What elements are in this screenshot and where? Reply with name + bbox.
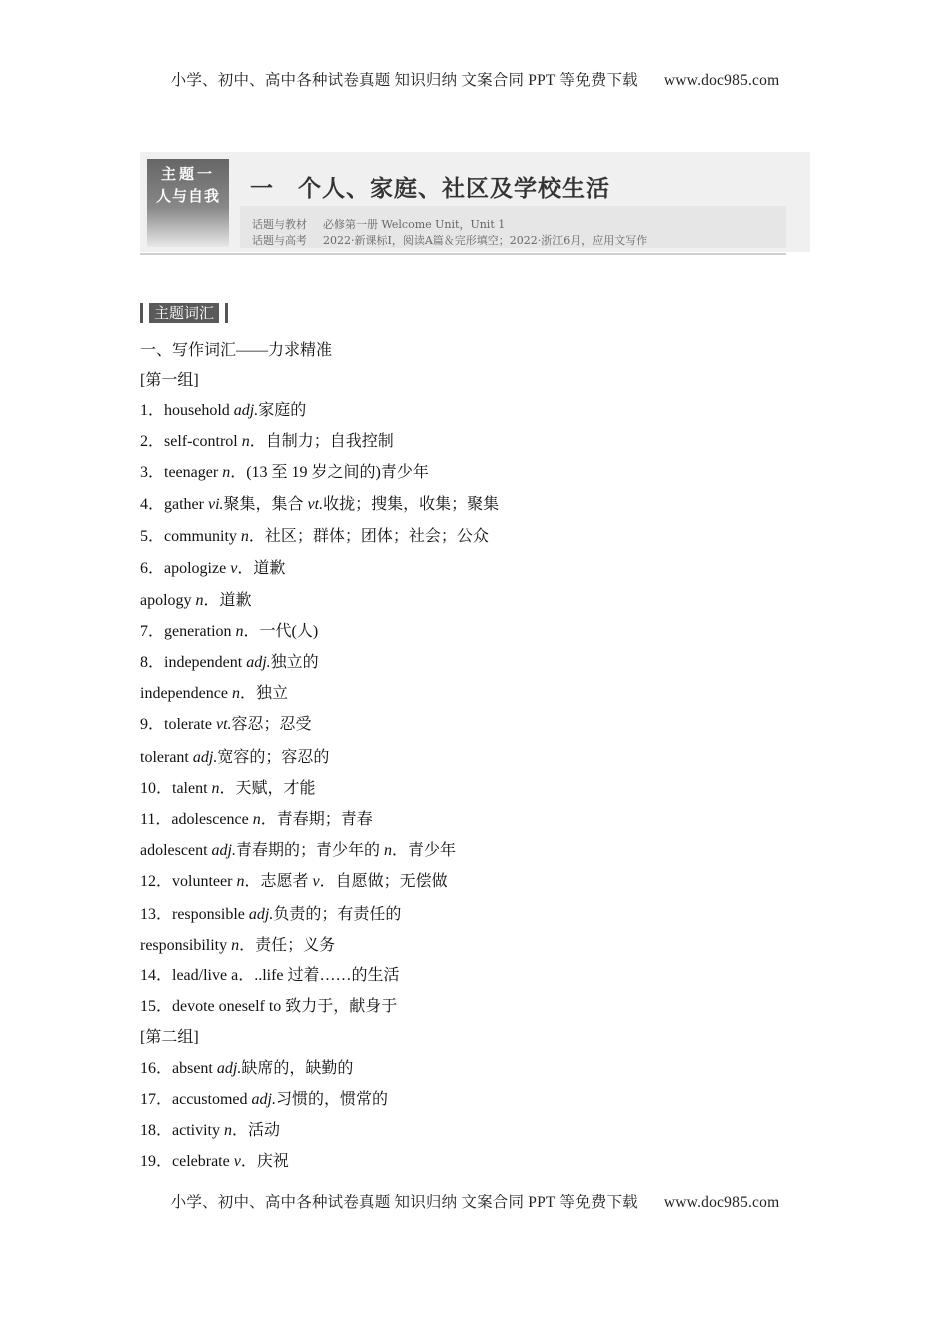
vocab-text: ．道歉 — [237, 560, 286, 577]
vocab-line — [140, 779, 316, 799]
part-of-speech: adj. — [248, 906, 274, 923]
vocab-line — [140, 841, 456, 861]
part-of-speech: n — [236, 873, 245, 890]
vocab-text: 负责的；有责任的 — [273, 906, 402, 923]
vocab-text: ．志愿者 — [244, 873, 313, 890]
page-footer — [0, 1190, 950, 1212]
part-of-speech: n — [224, 1122, 232, 1139]
part-of-speech: vt. — [215, 716, 232, 733]
vocab-text: ．活动 — [232, 1122, 281, 1139]
vocab-text: responsibility — [140, 937, 232, 954]
vocab-text: 9．tolerate — [140, 716, 216, 733]
header-site: www.doc985.com — [663, 72, 780, 89]
vocab-text: 8．independent — [140, 654, 247, 671]
header-text: 小学、初中、高中各种试卷真题 知识归纳 文案合同 PPT 等免费下载 — [170, 72, 638, 89]
vocab-text: 15．devote oneself to 致力于，献身于 — [140, 998, 398, 1015]
vocab-line — [140, 997, 397, 1017]
vocab-text: independence — [140, 685, 232, 702]
part-of-speech: n — [231, 685, 240, 702]
part-of-speech: v — [230, 560, 238, 577]
vocab-text: [第二组] — [140, 1029, 199, 1046]
vocab-text: 14．lead/live a．..life 过着……的生活 — [140, 967, 400, 984]
badge-line2: 人与自我 — [155, 187, 220, 205]
vocab-text: 4．gather — [140, 496, 208, 513]
meta-key: 话题与高考 — [252, 234, 307, 247]
vocab-line — [140, 748, 329, 768]
vocab-line — [140, 341, 332, 361]
vocab-line — [140, 495, 499, 515]
vocab-text: 19．celebrate — [140, 1153, 234, 1170]
vocab-text: ．青春期；青春 — [260, 811, 373, 828]
vocab-text: 10．talent — [140, 780, 212, 797]
vocab-line — [140, 684, 288, 704]
vocab-text: 2．self-control — [140, 433, 242, 450]
vocab-text: 青春期的；青少年的 — [235, 842, 384, 859]
vocab-text: 11．adolescence — [140, 811, 253, 828]
part-of-speech: n — [241, 433, 250, 450]
vocab-line — [140, 1028, 199, 1048]
vocab-line — [140, 966, 400, 986]
part-of-speech: n — [222, 464, 231, 481]
part-of-speech: adj. — [216, 1060, 242, 1077]
meta-value: 必修第一册 Welcome Unit，Unit 1 — [323, 218, 506, 231]
banner-title-text: 个人、家庭、社区及学校生活 — [298, 176, 610, 202]
vocab-text: 18．activity — [140, 1122, 224, 1139]
part-of-speech: n — [384, 842, 392, 859]
footer-site: www.doc985.com — [663, 1194, 780, 1211]
vocab-line — [140, 622, 318, 642]
vocab-text: 一、写作词汇——力求精准 — [140, 342, 333, 359]
vocab-text: ．天赋，才能 — [219, 780, 316, 797]
meta-key: 话题与教材 — [252, 218, 307, 231]
part-of-speech: n — [211, 780, 220, 797]
vocab-text: 1．household — [140, 402, 234, 419]
part-of-speech: vt. — [307, 496, 324, 513]
banner-number: 一 — [250, 176, 274, 202]
vocab-text: ．一代(人) — [243, 623, 319, 640]
vocab-text: ．责任；义务 — [239, 937, 336, 954]
meta-row — [252, 232, 647, 248]
vocab-text: adolescent — [140, 842, 212, 859]
vocab-text: 7．generation — [140, 623, 236, 640]
vocab-line — [140, 1059, 353, 1079]
vocab-line — [140, 1090, 388, 1110]
badge-line1: 主题一 — [160, 165, 215, 183]
vocab-text: apology — [140, 592, 196, 609]
vocab-text: 12．volunteer — [140, 873, 237, 890]
vocab-line — [140, 905, 401, 925]
vocab-text: tolerant — [140, 749, 193, 766]
vocab-line — [140, 872, 448, 892]
page-header — [0, 68, 950, 90]
vocab-line — [140, 591, 252, 611]
vocab-line — [140, 715, 312, 735]
section-tag — [140, 303, 228, 323]
part-of-speech: n — [240, 528, 249, 545]
part-of-speech: adj. — [211, 842, 236, 859]
part-of-speech: n — [195, 592, 204, 609]
part-of-speech: v — [312, 873, 320, 890]
part-of-speech: n — [231, 937, 240, 954]
vocab-line — [140, 936, 335, 956]
vocab-text: ．自制力；自我控制 — [249, 433, 394, 450]
meta-row — [252, 216, 505, 232]
vocab-line — [140, 1121, 280, 1141]
vocab-line — [140, 810, 373, 830]
vocab-line — [140, 371, 199, 391]
part-of-speech: adj. — [246, 654, 271, 671]
topic-banner — [140, 152, 810, 252]
part-of-speech: v — [233, 1153, 241, 1170]
vocab-text: 习惯的，惯常的 — [275, 1091, 388, 1108]
vocab-line — [140, 559, 285, 579]
vocab-text: 容忍；忍受 — [231, 716, 312, 733]
vocab-text: ．青少年 — [392, 842, 457, 859]
vocab-text: 家庭的 — [258, 402, 307, 419]
vocab-text: 6．apologize — [140, 560, 231, 577]
footer-text: 小学、初中、高中各种试卷真题 知识归纳 文案合同 PPT 等免费下载 — [170, 1194, 638, 1211]
section-tag-label: 主题词汇 — [149, 303, 219, 323]
vocab-line — [140, 432, 394, 452]
banner-divider — [140, 253, 786, 255]
vocab-text: 收拢；搜集，收集；聚集 — [323, 496, 500, 513]
vocab-line — [140, 527, 489, 547]
vocab-text: ．庆祝 — [240, 1153, 289, 1170]
part-of-speech: adj. — [251, 1091, 276, 1108]
vocab-text: 聚集，集合 — [223, 496, 308, 513]
vocab-text: ．独立 — [239, 685, 288, 702]
vocab-text: 13．responsible — [140, 906, 249, 923]
vocab-text: 独立的 — [270, 654, 319, 671]
vocab-text: ．道歉 — [203, 592, 252, 609]
vocab-text: 3．teenager — [140, 464, 223, 481]
vocab-text: 宽容的；容忍的 — [217, 749, 330, 766]
vocab-line — [140, 463, 429, 483]
part-of-speech: adj. — [192, 749, 218, 766]
part-of-speech: n — [252, 811, 261, 828]
topic-badge — [147, 159, 229, 247]
vocab-line — [140, 653, 319, 673]
part-of-speech: vi. — [207, 496, 224, 513]
vocab-text: 17．accustomed — [140, 1091, 252, 1108]
vocab-text: ．自愿做；无偿做 — [319, 873, 448, 890]
vocab-text: 16．absent — [140, 1060, 217, 1077]
vocab-line — [140, 1152, 289, 1172]
vocab-text: ．(13 至 19 岁之间的)青少年 — [230, 464, 429, 481]
vocab-line — [140, 401, 306, 421]
part-of-speech: adj. — [233, 402, 259, 419]
banner-title — [250, 170, 610, 203]
part-of-speech: n — [235, 623, 244, 640]
vocab-text: [第一组] — [140, 372, 199, 389]
vocab-text: ．社区；群体；团体；社会；公众 — [248, 528, 489, 545]
vocab-text: 缺席的，缺勤的 — [241, 1060, 354, 1077]
vocab-text: 5．community — [140, 528, 241, 545]
meta-value: 2022·新课标Ⅰ，阅读A篇＆完形填空；2022·浙江6月，应用文写作 — [323, 234, 648, 247]
